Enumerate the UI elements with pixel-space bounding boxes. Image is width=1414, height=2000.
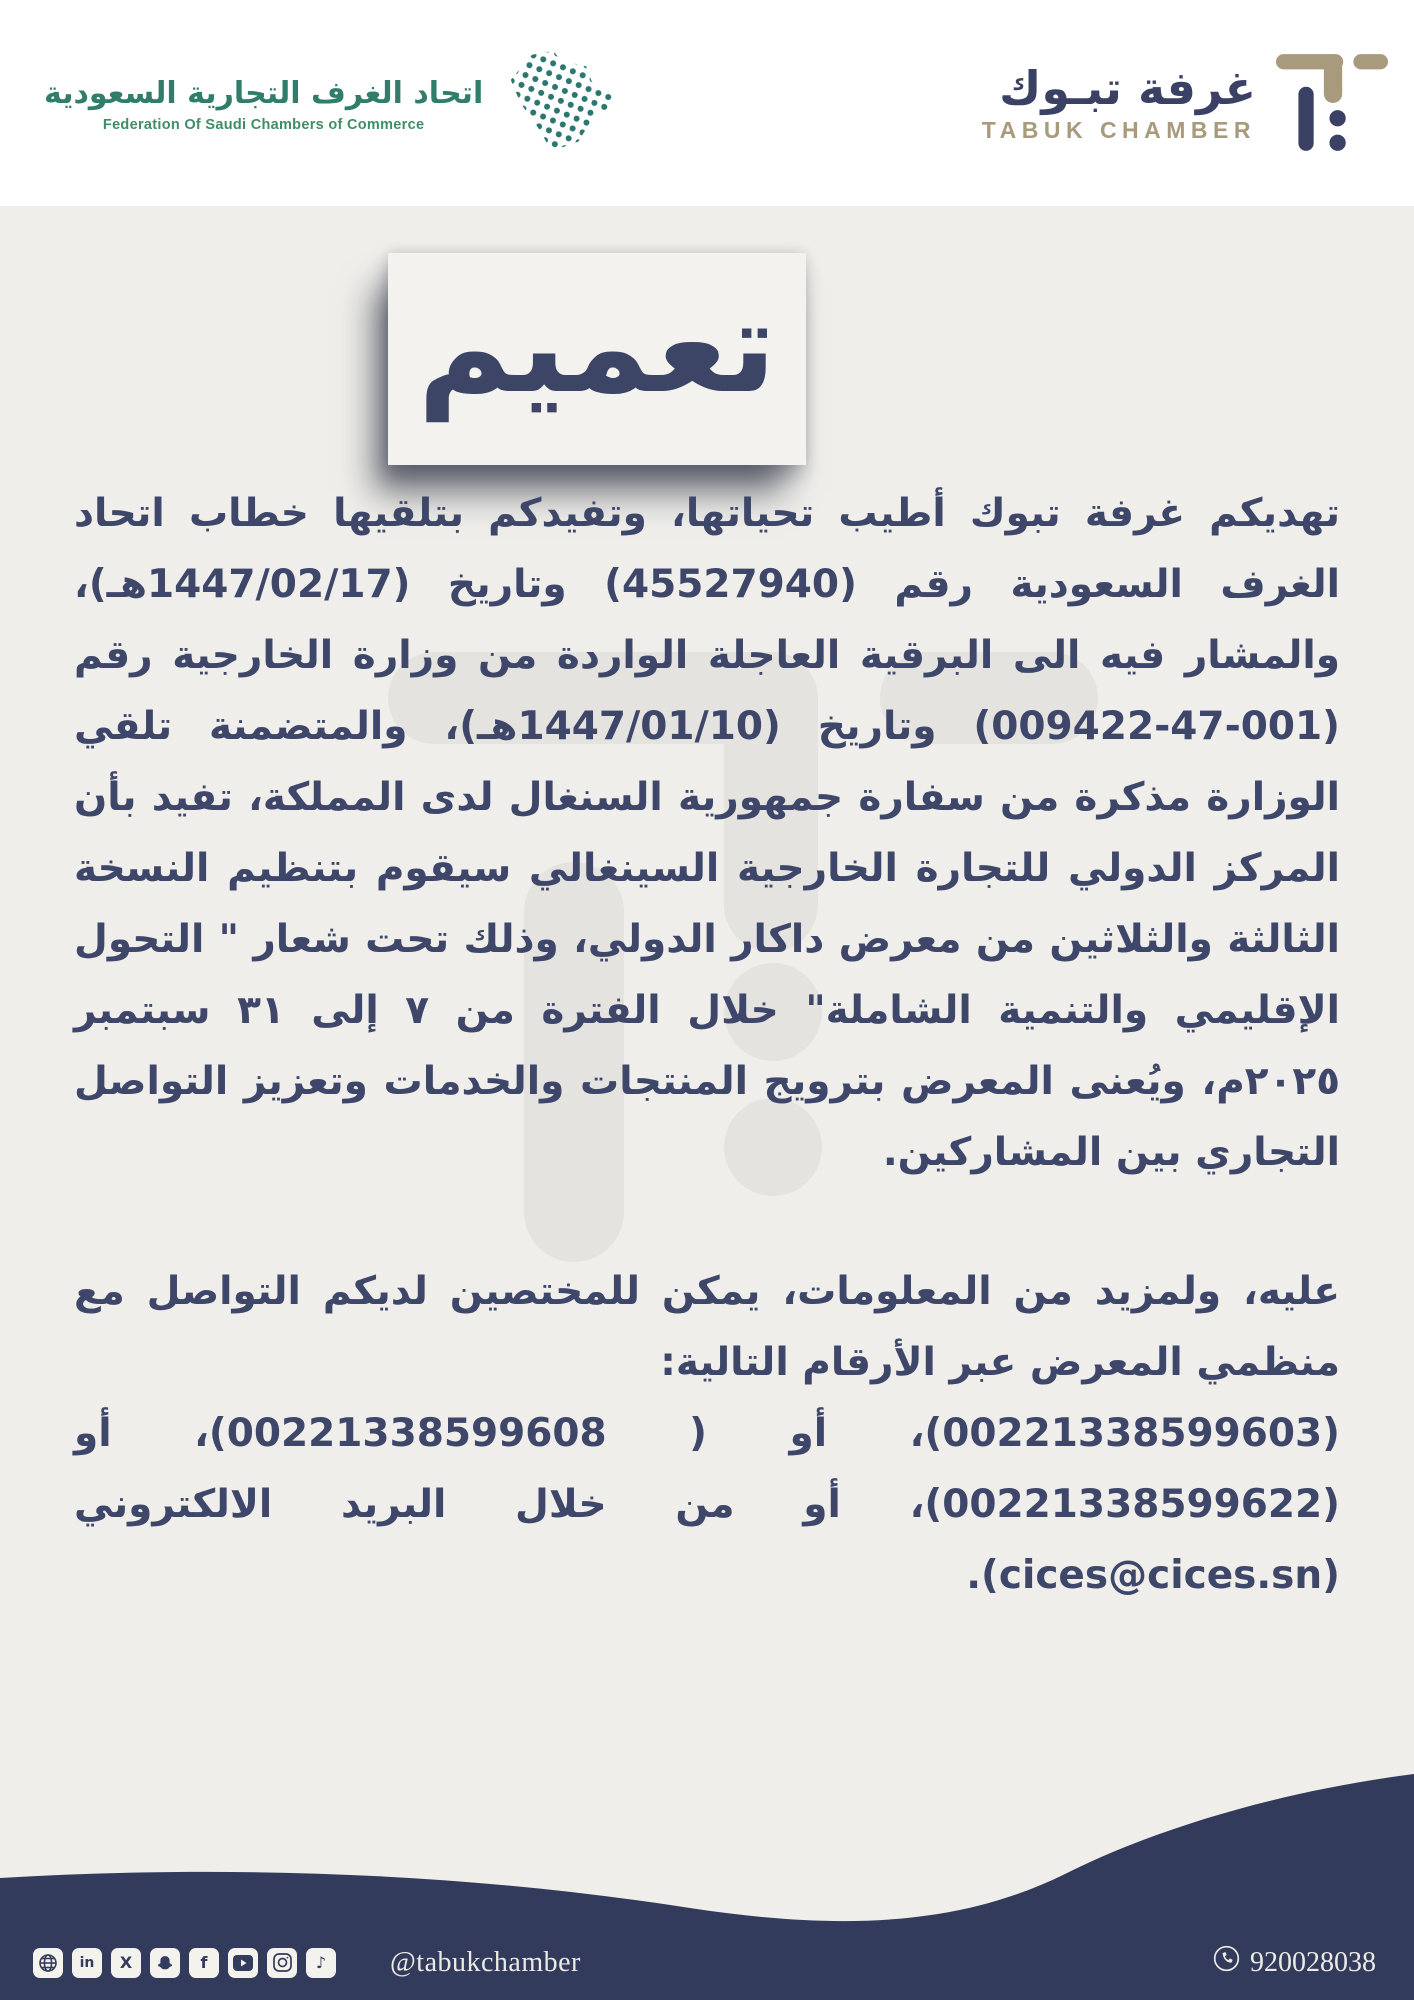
tabuk-chamber-logo <box>982 54 1388 152</box>
tabuk-logo-arabic-name: غرفة تبـوك <box>999 61 1256 116</box>
fsc-logo-arabic-name: اتحاد الغرف التجارية السعودية <box>44 75 484 111</box>
snapchat-icon <box>150 1948 180 1978</box>
circular-title-box <box>388 253 806 465</box>
tabuk-logo-text <box>982 62 1256 144</box>
phone-number: 920028038 <box>1250 1946 1376 1978</box>
paragraph-contact-numbers: (00221338599603)، أو ( 00221338599608)، أو (00221338599622)، أو من خلال البريد الالكتروني (cices@cices.sn). <box>74 1411 1340 1598</box>
facebook-icon: f <box>189 1948 219 1978</box>
linkedin-icon: in <box>72 1948 102 1978</box>
tabuk-chamber-mark-icon <box>1276 54 1388 152</box>
fsc-logo-english-name: Federation Of Saudi Chambers of Commerce <box>102 116 425 133</box>
youtube-icon <box>228 1948 258 1978</box>
footer <box>0 1760 1414 2000</box>
footer-phone <box>1213 1945 1376 1980</box>
social-handle: @tabukchamber <box>390 1946 581 1978</box>
paragraph-main: تهديكم غرفة تبوك أطيب تحياتها، وتفيدكم بتلقيها خطاب اتحاد الغرف السعودية رقم (45527940) وتاريخ (1447/02/17هـ)، والمشار فيه الى البرقية العاجلة الواردة من وزارة الخارجية رقم (001-47-009422) وتاريخ (1447/01/10هـ)، والمتضمنة تلقي الوزارة مذكرة من سفارة جمهورية السنغال لدى المملكة، تفيد بأن المركز الدولي للتجارة الخارجية السينغالي سيقوم بتنظيم النسخة الثالثة والثلاثين من معرض داكار الدولي، وذلك تحت شعار " التحول الإقليمي والتنمية الشاملة" خلال الفترة من ٧ إلى ٣١ سبتمبر ٢٠٢٥م، ويُعنى المعرض بترويج المنتجات والخدمات وتعزيز التواصل التجاري بين المشاركين. <box>74 491 1340 1175</box>
tiktok-icon: ♪ <box>306 1948 336 1978</box>
phone-icon <box>1213 1945 1240 1980</box>
website-icon <box>33 1948 63 1978</box>
circular-body <box>74 478 1340 1611</box>
fsc-logo <box>44 47 623 159</box>
fsc-logo-text <box>44 74 483 133</box>
footer-content <box>33 1945 1376 1980</box>
tabuk-logo-english-name: TABUK CHAMBER <box>981 116 1256 143</box>
circular-title: تعميم <box>417 273 777 422</box>
header <box>0 0 1414 206</box>
saudi-dotted-map-icon <box>497 47 623 159</box>
x-icon: X <box>111 1948 141 1978</box>
social-icons <box>33 1948 336 1978</box>
instagram-icon <box>267 1948 297 1978</box>
paragraph-contact-intro: عليه، ولمزيد من المعلومات، يمكن للمختصين لديكم التواصل مع منظمي المعرض عبر الأرقام التالية: <box>74 1269 1340 1385</box>
